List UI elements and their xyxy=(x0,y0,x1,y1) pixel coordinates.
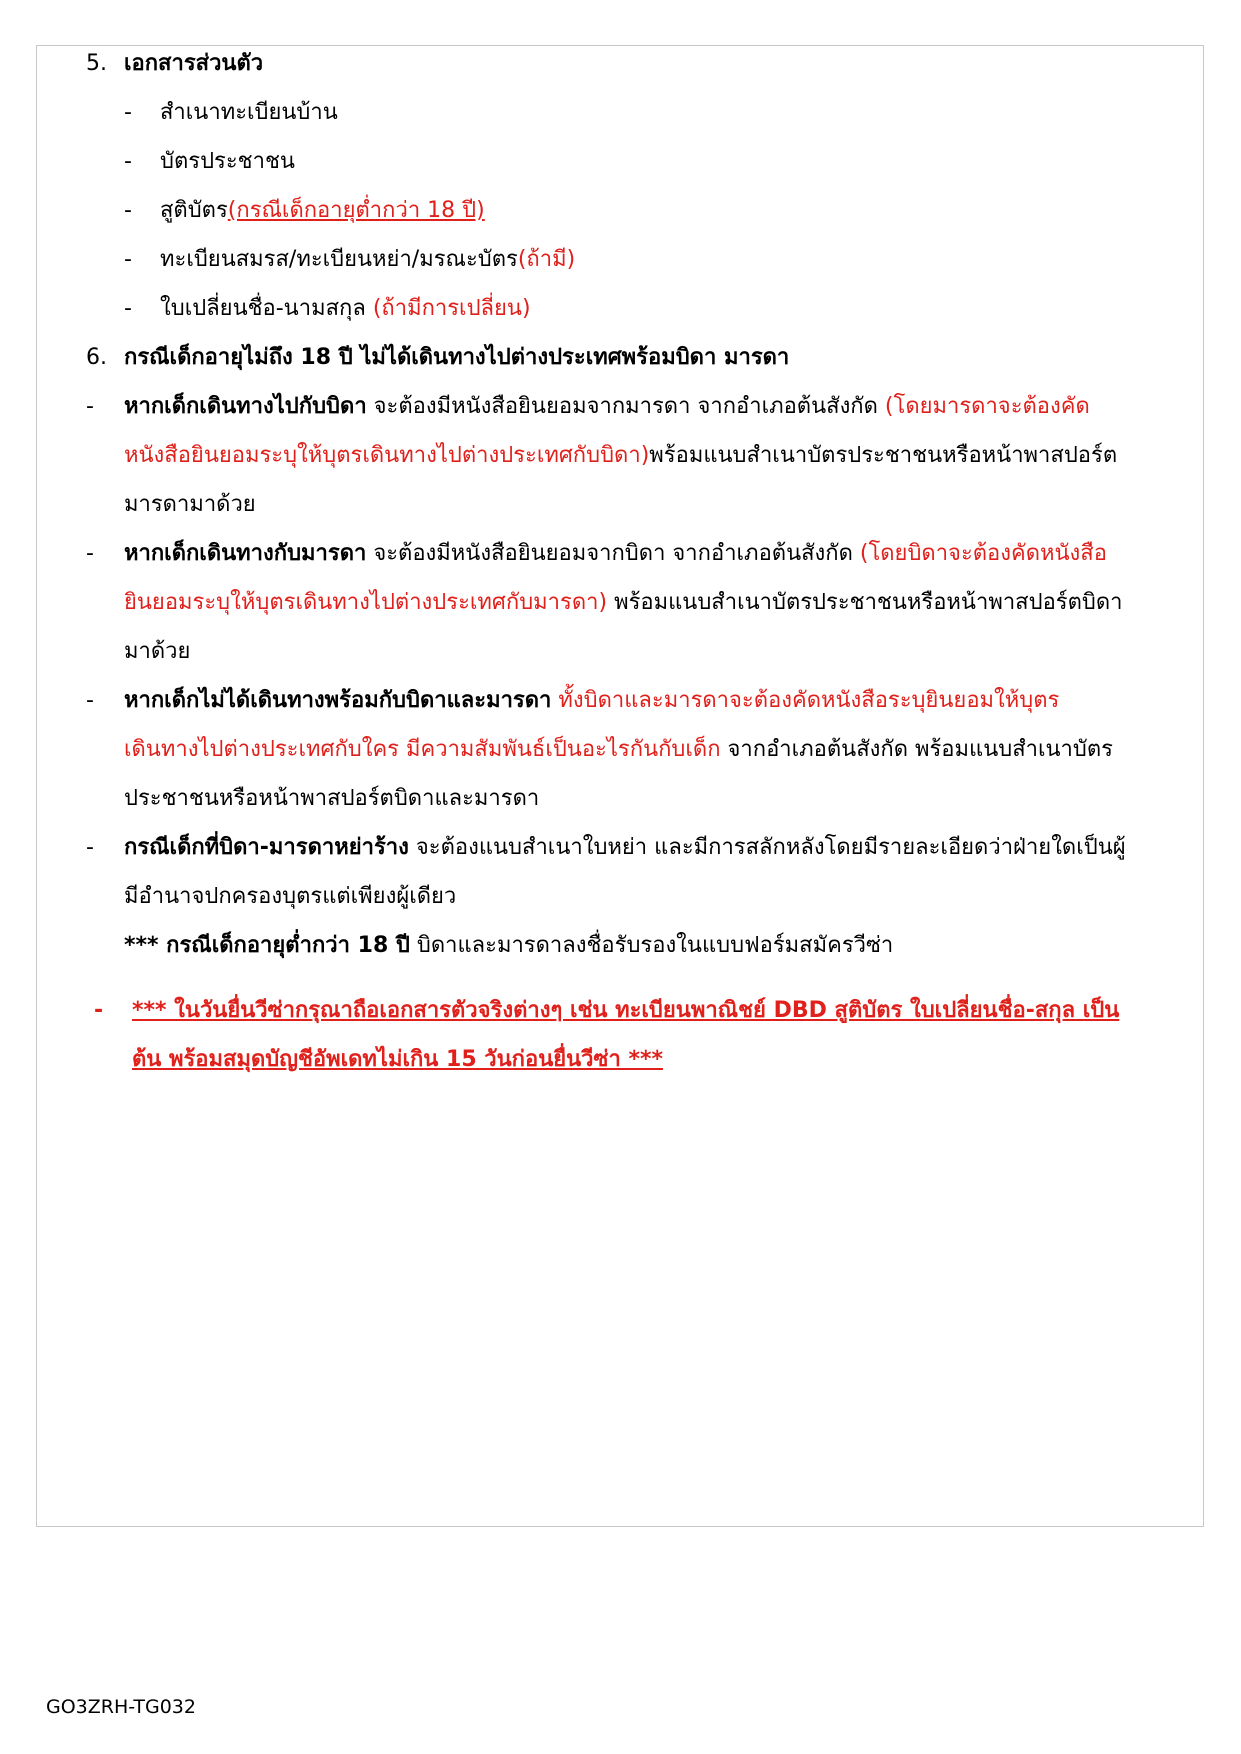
item-note: (ถ้ามีการเปลี่ยน) xyxy=(372,296,531,321)
father-case-text: จะต้องมีหนังสือยินยอมจากมารดา จากอำเภอต้นสังกัด xyxy=(366,394,885,419)
under18-heading: *** กรณีเด็กอายุต่ำกว่า 18 ปี xyxy=(124,933,410,958)
father-case-note: (โดยมารดาจะต้องคัด xyxy=(884,394,1090,419)
father-case-text: พร้อมแนบสำเนาบัตรประชาชนหรือหน้าพาสปอร์ต xyxy=(649,443,1118,468)
neither-case-text: จากอำเภอต้นสังกัด พร้อมแนบสำเนาบัตร xyxy=(720,737,1113,762)
bullet-dash: - xyxy=(124,149,132,174)
mother-case-note: ยินยอมระบุให้บุตรเดินทางไปต่างประเทศกับมารดา) xyxy=(124,590,608,615)
father-case-note: หนังสือยินยอมระบุให้บุตรเดินทางไปต่างประเทศกับบิดา) xyxy=(124,443,650,468)
bullet-dash: - xyxy=(124,100,132,125)
mother-case-heading: หากเด็กเดินทางกับมารดา xyxy=(124,541,367,566)
item-text: ทะเบียนสมรส/ทะเบียนหย่า/มรณะบัตร xyxy=(160,247,518,272)
mother-case-text: พร้อมแนบสำเนาบัตรประชาชนหรือหน้าพาสปอร์ตบิดา xyxy=(607,590,1123,615)
father-case-line-3: มารดามาด้วย xyxy=(124,492,256,517)
item-text: ใบเปลี่ยนชื่อ-นามสกุล xyxy=(160,296,373,321)
under18-note xyxy=(124,931,893,961)
bullet-dash: - xyxy=(86,394,94,419)
item-note: (ถ้ามี) xyxy=(517,247,576,272)
bullet-dash: - xyxy=(124,247,132,272)
mother-case-text: จะต้องมีหนังสือยินยอมจากบิดา จากอำเภอต้นสังกัด xyxy=(366,541,860,566)
section-6-heading: กรณีเด็กอายุไม่ถึง 18 ปี ไม่ได้เดินทางไปต่างประเทศพร้อมบิดา มารดา xyxy=(124,345,790,370)
notice-line-2: ต้น พร้อมสมุดบัญชีอัพเดทไม่เกิน 15 วันก่อนยื่นวีซ่า *** xyxy=(132,1047,663,1072)
list-item xyxy=(160,147,295,177)
divorced-case-line-2: มีอำนาจปกครองบุตรแต่เพียงผู้เดียว xyxy=(124,884,457,909)
item-note: (กรณีเด็กอายุต่ำกว่า 18 ปี) xyxy=(227,198,485,223)
bullet-dash: - xyxy=(94,998,104,1023)
bullet-dash: - xyxy=(86,541,94,566)
mother-case-line-3: มาด้วย xyxy=(124,639,191,664)
notice-line-1: *** ในวันยื่นวีซ่ากรุณาถือเอกสารตัวจริงต่างๆ เช่น ทะเบียนพาณิชย์ DBD สูติบัตร ใบเปลี่ยนชื่อ-สกุล เป็น xyxy=(132,998,1120,1023)
bullet-dash: - xyxy=(124,198,132,223)
bullet-dash: - xyxy=(86,835,94,860)
document-code: GO3ZRH-TG032 xyxy=(46,1696,196,1718)
mother-case-note: (โดยบิดาจะต้องคัดหนังสือ xyxy=(859,541,1107,566)
bullet-dash: - xyxy=(124,296,132,321)
bullet-dash: - xyxy=(86,688,94,713)
item-text: บัตรประชาชน xyxy=(160,149,295,174)
father-case-line-1 xyxy=(124,392,1090,422)
neither-case-heading: หากเด็กไม่ได้เดินทางพร้อมกับบิดาและมารดา xyxy=(124,688,552,713)
section-5-number: 5. xyxy=(86,51,107,76)
section-6-number: 6. xyxy=(86,345,107,370)
list-item xyxy=(160,294,531,324)
divorced-case-text: จะต้องแนบสำเนาใบหย่า และมีการสลักหลังโดยมีรายละเอียดว่าฝ่ายใดเป็นผู้ xyxy=(408,835,1126,860)
divorced-case-heading: กรณีเด็กที่บิดา-มารดาหย่าร้าง xyxy=(124,835,409,860)
neither-case-note: เดินทางไปต่างประเทศกับใคร มีความสัมพันธ์เป็นอะไรกันกับเด็ก xyxy=(124,737,721,762)
mother-case-line-1 xyxy=(124,539,1107,569)
item-text: สำเนาทะเบียนบ้าน xyxy=(160,100,338,125)
item-text: สูติบัตร xyxy=(160,198,228,223)
neither-case-note: ทั้งบิดาและมารดาจะต้องคัดหนังสือระบุยินยอมให้บุตร xyxy=(551,688,1060,713)
neither-case-line-2 xyxy=(124,735,1113,765)
list-item xyxy=(160,98,338,128)
father-case-heading: หากเด็กเดินทางไปกับบิดา xyxy=(124,394,367,419)
section-5-heading: เอกสารส่วนตัว xyxy=(124,51,264,76)
mother-case-line-2 xyxy=(124,588,1123,618)
list-item xyxy=(160,196,485,226)
divorced-case-line-1 xyxy=(124,833,1126,863)
neither-case-line-3: ประชาชนหรือหน้าพาสปอร์ตบิดาและมารดา xyxy=(124,786,540,811)
father-case-line-2 xyxy=(124,441,1117,471)
under18-text: บิดาและมารดาลงชื่อรับรองในแบบฟอร์มสมัครวีซ่า xyxy=(409,933,894,958)
neither-case-line-1 xyxy=(124,686,1059,716)
list-item xyxy=(160,245,575,275)
